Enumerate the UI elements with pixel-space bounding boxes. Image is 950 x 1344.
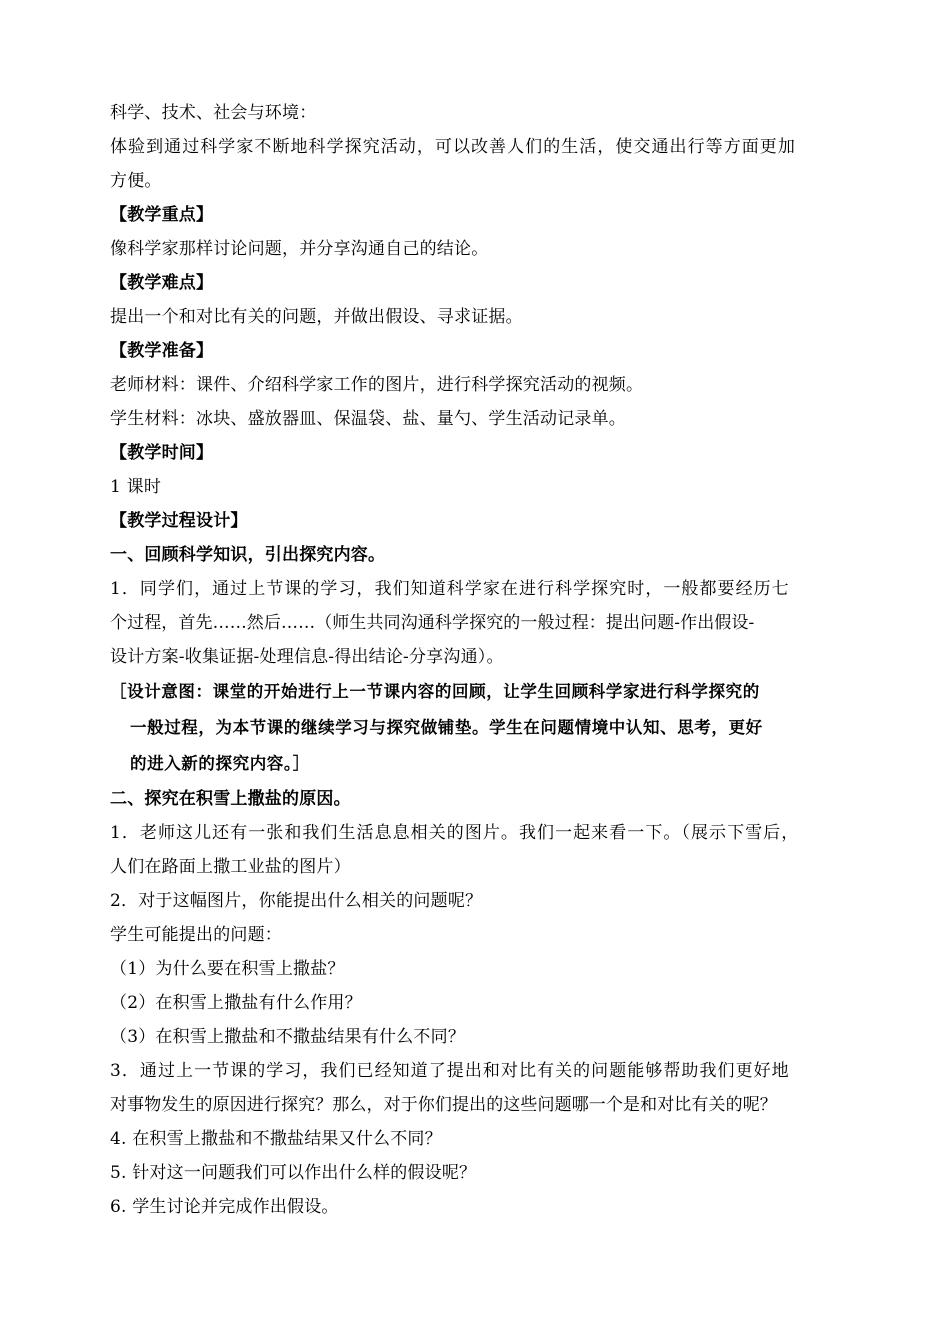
difficult-points-text: 提出一个和对比有关的问题，并做出假设、寻求证据。 [110,307,523,327]
process-heading: 【教学过程设计】 [110,511,248,531]
section-2-item-6: 6. 学生讨论并完成作出假设。 [110,1197,339,1217]
document-body [110,96,845,1224]
section-2-item-3-line-2: 对事物发生的原因进行探究？那么，对于你们提出的这些问题哪一个是和对比有关的呢？ [110,1095,777,1115]
section-1-paragraph-line-1: 1．同学们，通过上节课的学习，我们知道科学家在进行科学探究时，一般都要经历七 [110,579,790,599]
design-intent-line-3: 的进入新的探究内容。］ [130,754,310,773]
section-1-title: 一、回顾科学知识，引出探究内容。 [110,545,386,565]
section-2-item-3-line-1: 3．通过上一节课的学习，我们已经知道了提出和对比有关的问题能够帮助我们更好地 [110,1061,790,1081]
teaching-time-heading: 【教学时间】 [110,443,214,463]
possible-questions-label: 学生可能提出的问题： [110,925,282,945]
possible-question-2: （2）在积雪上撒盐有什么作用？ [110,993,362,1013]
section-2-item-1-line-2: 人们在路面上撒工业盐的图片） [110,857,351,877]
section-1-paragraph-line-2: 个过程，首先……然后……（师生共同沟通科学探究的一般过程：提出问题-作出假设- [110,613,755,633]
key-points-text: 像科学家那样讨论问题，并分享沟通自己的结论。 [110,239,489,259]
possible-question-1: （1）为什么要在积雪上撒盐？ [110,959,345,979]
teacher-materials: 老师材料：课件、介绍科学家工作的图片，进行科学探究活动的视频。 [110,375,644,395]
goal-text-line-1: 体验到通过科学家不断地科学探究活动，可以改善人们的生活，使交通出行等方面更加 [110,137,796,157]
goal-text-line-2: 方便。 [110,171,162,191]
teaching-time-text: 1 课时 [110,477,162,497]
preparation-heading: 【教学准备】 [110,341,214,361]
design-intent-line-1: ［设计意图：课堂的开始进行上一节课内容的回顾，让学生回顾科学家进行科学探究的 [110,682,760,701]
section-2-item-1-line-1: 1．老师这儿还有一张和我们生活息息相关的图片。我们一起来看一下。（展示下雪后， [110,823,800,843]
section-1-paragraph-line-3: 设计方案-收集证据-处理信息-得出结论-分享沟通）。 [110,647,504,667]
design-intent-line-2: 一般过程，为本节课的继续学习与探究做铺垫。学生在问题情境中认知、思考，更好 [130,718,763,737]
section-2-item-5: 5. 针对这一问题我们可以作出什么样的假设呢？ [110,1163,477,1183]
key-points-heading: 【教学重点】 [110,205,214,225]
possible-question-3: （3）在积雪上撒盐和不撒盐结果有什么不同？ [110,1027,466,1047]
section-2-item-4: 4. 在积雪上撒盐和不撒盐结果又什么不同？ [110,1129,442,1149]
difficult-points-heading: 【教学难点】 [110,273,214,293]
section-2-item-2: 2．对于这幅图片，你能提出什么相关的问题呢？ [110,891,483,911]
student-materials: 学生材料：冰块、盛放器皿、保温袋、盐、量勺、学生活动记录单。 [110,409,626,429]
section-2-title: 二、探究在积雪上撒盐的原因。 [110,789,351,809]
goal-label: 科学、技术、社会与环境： [110,103,317,123]
